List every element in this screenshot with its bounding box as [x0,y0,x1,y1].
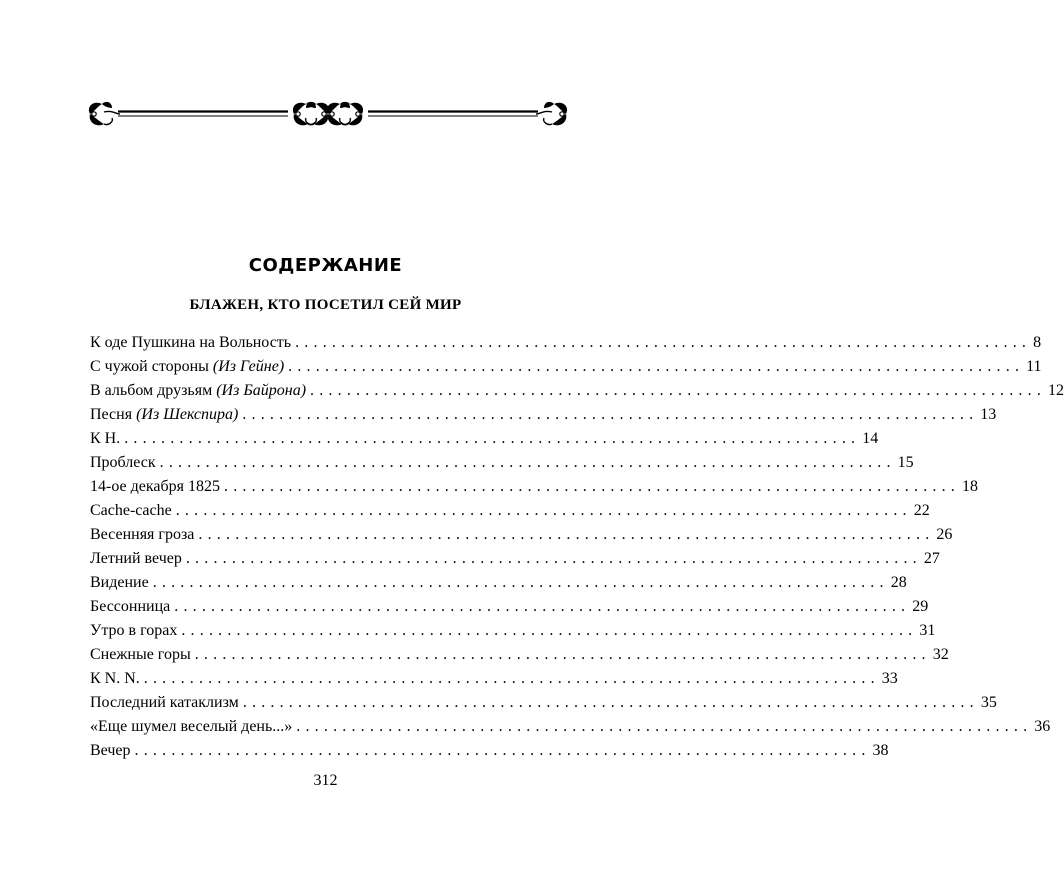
toc-entry-page: 35 [980,694,997,711]
toc-entry [90,379,1064,403]
floral-divider-icon [88,97,568,133]
toc-entry [90,739,889,763]
toc-entry-note: (Из Шекспира) [136,406,239,423]
toc-entry-title [90,427,124,451]
toc-entry-page: 13 [980,406,997,423]
page-number: 312 [313,772,338,789]
toc-entry-page: 32 [932,646,949,663]
toc-entry-title [90,499,176,523]
toc-entry-title-text: С чужой стороны [90,358,213,375]
toc-entry-title [90,403,242,427]
toc-entry [90,547,940,571]
toc-entry [90,595,929,619]
toc-entry-page: 36 [1034,718,1051,735]
toc-entry-page: 8 [1033,334,1042,351]
toc-entry-page: 38 [872,742,889,759]
toc-entry [90,475,978,499]
toc-entry [90,643,949,667]
dot-leader: ................................................................................ [242,694,979,711]
toc-entry-title [90,595,174,619]
dot-leader: ................................................................................ [224,478,960,495]
table-of-contents [90,331,1064,763]
toc-entry-title-text: В альбом друзьям [90,382,217,399]
toc-entry-page: 14 [862,430,879,447]
dot-leader: ................................................................................ [185,550,922,567]
toc-entry-page: 11 [1026,358,1042,375]
dot-leader: ................................................................................ [152,574,889,591]
toc-entry-page: 18 [962,478,978,495]
toc-entry-title [90,739,135,763]
toc-entry-title-text: «Еще шумел веселый день...» [90,718,293,735]
toc-entry [90,331,1042,355]
toc-entry [90,691,997,715]
toc-entry-title-text: Утро в горах [90,622,178,639]
toc-entry-title [90,547,186,571]
toc-entry [90,715,1051,739]
toc-entry-title-text: Проблеск [90,454,156,471]
toc-entry-title-text: К N. N. [90,670,140,687]
toc-entry-title-text: Весенняя гроза [90,526,195,543]
toc-entry [90,619,936,643]
toc-entry-title-text: Последний катаклизм [90,694,239,711]
toc-entry-title [90,571,153,595]
dot-leader: ................................................................................ [175,502,912,519]
toc-entry-title-text: К Н. [90,430,121,447]
toc-entry-title-text: Cache-cache [90,502,172,519]
toc-entry-title [90,475,224,499]
dot-leader: ................................................................................ [296,718,1033,735]
toc-entry [90,523,953,547]
toc-entry-title [90,451,160,475]
toc-entry-page: 29 [912,598,929,615]
toc-entry-page: 22 [913,502,930,519]
toc-entry-title [90,667,144,691]
toc-entry-page: 26 [936,526,953,543]
toc-entry-note: (Из Байрона) [216,382,307,399]
dot-leader: ................................................................................ [310,382,1047,399]
dot-leader: ................................................................................ [181,622,918,639]
toc-entry [90,571,907,595]
toc-entry-page: 28 [890,574,907,591]
page-title: СОДЕРЖАНИЕ [248,255,403,276]
dot-leader: ................................................................................ [124,430,861,447]
toc-entry-title-text: Снежные горы [90,646,191,663]
dot-leader: ................................................................................ [194,646,931,663]
toc-entry-page: 27 [923,550,940,567]
section-title: БЛАЖЕН, КТО ПОСЕТИЛ СЕЙ МИР [189,297,462,313]
toc-entry-title [90,715,296,739]
toc-entry-title-text: Вечер [90,742,131,759]
toc-entry-title-text: Летний вечер [90,550,182,567]
toc-entry-title [90,691,243,715]
toc-entry [90,667,898,691]
toc-entry-page: 15 [897,454,914,471]
toc-entry [90,451,914,475]
toc-entry [90,355,1042,379]
dot-leader: ................................................................................ [198,526,935,543]
dot-leader: ................................................................................ [174,598,911,615]
toc-entry-page: 12 [1048,382,1064,399]
toc-entry-title-text: Бессонница [90,598,171,615]
toc-entry-page: 33 [881,670,898,687]
toc-entry-title [90,619,181,643]
toc-entry-title [90,643,195,667]
toc-entry-title-text: 14-ое декабря 1825 [90,478,220,495]
dot-leader: ................................................................................ [143,670,880,687]
toc-entry [90,427,879,451]
toc-entry-title-text: Видение [90,574,149,591]
toc-entry [90,403,997,427]
toc-entry-title [90,331,295,355]
toc-entry-title-text: Песня [90,406,137,423]
dot-leader: ................................................................................ [134,742,871,759]
dot-leader: ................................................................................ [295,334,1032,351]
toc-entry [90,499,930,523]
dot-leader: ................................................................................ [159,454,896,471]
toc-entry-title [90,355,288,379]
toc-entry-title-text: К оде Пушкина на Вольность [90,334,292,351]
toc-entry-title [90,523,198,547]
dot-leader: ................................................................................ [242,406,979,423]
toc-entry-title [90,379,310,403]
toc-entry-note: (Из Гейне) [212,358,285,375]
toc-entry-page: 31 [919,622,936,639]
dot-leader: ................................................................................ [288,358,1025,375]
